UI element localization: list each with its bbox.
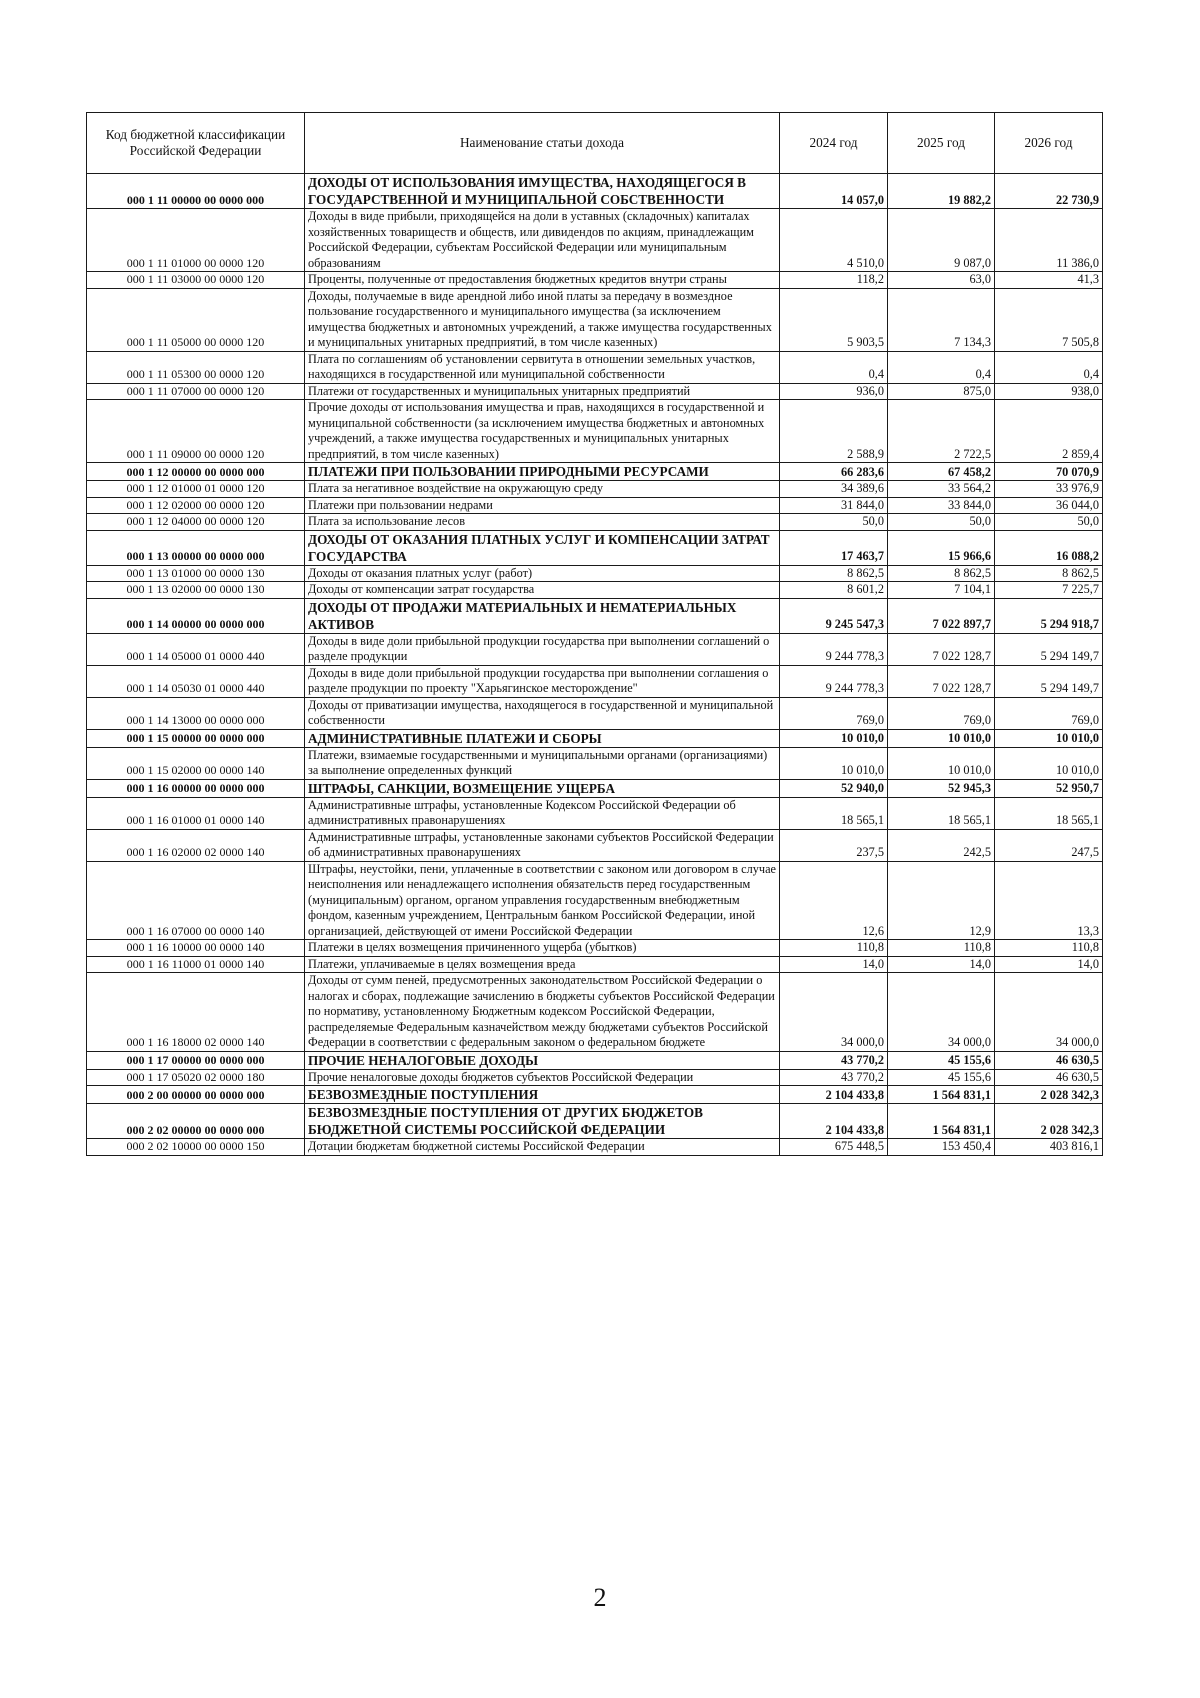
name-cell: Доходы от компенсации затрат государства [305, 582, 780, 599]
value-2026-cell: 0,4 [995, 351, 1103, 383]
value-2024-cell: 2 104 433,8 [780, 1086, 888, 1104]
header-2024: 2024 год [780, 113, 888, 174]
name-cell: Прочие доходы от использования имущества и прав, находящихся в государственной и муниципальной собственности (за исключением имущества бюджетных и автономных учреждений, а также имущества государственных и муниципальных унитарных предприятий, в том числе казенных) [305, 400, 780, 463]
value-2026-cell: 247,5 [995, 829, 1103, 861]
name-cell: ПРОЧИЕ НЕНАЛОГОВЫЕ ДОХОДЫ [305, 1051, 780, 1069]
header-name: Наименование статьи дохода [305, 113, 780, 174]
name-cell: Платежи в целях возмещения причиненного ущерба (убытков) [305, 940, 780, 957]
code-cell: 000 1 11 05300 00 0000 120 [87, 351, 305, 383]
value-2024-cell: 8 601,2 [780, 582, 888, 599]
value-2025-cell: 18 565,1 [888, 797, 995, 829]
value-2024-cell: 9 244 778,3 [780, 633, 888, 665]
value-2026-cell: 8 862,5 [995, 565, 1103, 582]
table-row [87, 973, 1103, 1052]
code-cell: 000 1 11 09000 00 0000 120 [87, 400, 305, 463]
value-2024-cell: 50,0 [780, 514, 888, 531]
code-cell: 000 1 12 04000 00 0000 120 [87, 514, 305, 531]
name-cell: Доходы в виде прибыли, приходящейся на доли в уставных (складочных) капиталах хозяйственных товариществ и обществ, или дивидендов по акциям, принадлежащим Российской Федерации, субъектам Российской Федерации или муниципальным образованиям [305, 209, 780, 272]
code-cell: 000 1 12 00000 00 0000 000 [87, 463, 305, 481]
name-cell: Доходы от оказания платных услуг (работ) [305, 565, 780, 582]
code-cell: 000 1 11 03000 00 0000 120 [87, 272, 305, 289]
value-2024-cell: 66 283,6 [780, 463, 888, 481]
code-cell: 000 1 11 01000 00 0000 120 [87, 209, 305, 272]
value-2025-cell: 9 087,0 [888, 209, 995, 272]
table-row [87, 956, 1103, 973]
value-2025-cell: 769,0 [888, 697, 995, 729]
table-row [87, 565, 1103, 582]
name-cell: Плата за использование лесов [305, 514, 780, 531]
value-2026-cell: 2 028 342,3 [995, 1086, 1103, 1104]
table-row [87, 400, 1103, 463]
table-row [87, 1069, 1103, 1086]
value-2024-cell: 43 770,2 [780, 1051, 888, 1069]
value-2025-cell: 7 022 897,7 [888, 598, 995, 633]
value-2024-cell: 34 389,6 [780, 481, 888, 498]
name-cell: Доходы от сумм пеней, предусмотренных законодательством Российской Федерации о налогах и сборах, подлежащие зачислению в бюджеты субъектов Российской Федерации по нормативу, установленному Бюджетным кодексом Российской Федерации, распределяемые Федеральным казначейством между бюджетами субъектов Российской Федерации в соответствии с федеральным законом о федеральном бюджете [305, 973, 780, 1052]
name-cell: ПЛАТЕЖИ ПРИ ПОЛЬЗОВАНИИ ПРИРОДНЫМИ РЕСУРСАМИ [305, 463, 780, 481]
header-code: Код бюджетной классификации Российской Федерации [87, 113, 305, 174]
code-cell: 000 1 14 05030 01 0000 440 [87, 665, 305, 697]
value-2025-cell: 7 104,1 [888, 582, 995, 599]
value-2026-cell: 2 028 342,3 [995, 1104, 1103, 1139]
value-2025-cell: 8 862,5 [888, 565, 995, 582]
value-2025-cell: 52 945,3 [888, 779, 995, 797]
name-cell: Плата за негативное воздействие на окружающую среду [305, 481, 780, 498]
value-2026-cell: 110,8 [995, 940, 1103, 957]
table-row [87, 829, 1103, 861]
name-cell: Платежи от государственных и муниципальных унитарных предприятий [305, 383, 780, 400]
value-2025-cell: 14,0 [888, 956, 995, 973]
value-2024-cell: 14 057,0 [780, 174, 888, 209]
name-cell: Штрафы, неустойки, пени, уплаченные в соответствии с законом или договором в случае неисполнения или ненадлежащего исполнения обязательств перед государственным (муниципальным) органом, органом управления государственным внебюджетным фондом, казенным учреждением, Центральным банком Российской Федерации, иной организацией, действующей от имени Российской Федерации [305, 861, 780, 940]
name-cell: Плата по соглашениям об установлении сервитута в отношении земельных участков, находящихся в государственной или муниципальной собственности [305, 351, 780, 383]
code-cell: 000 1 13 01000 00 0000 130 [87, 565, 305, 582]
table-row [87, 530, 1103, 565]
header-2025: 2025 год [888, 113, 995, 174]
code-cell: 000 1 16 11000 01 0000 140 [87, 956, 305, 973]
value-2024-cell: 52 940,0 [780, 779, 888, 797]
table-row [87, 174, 1103, 209]
value-2026-cell: 18 565,1 [995, 797, 1103, 829]
value-2024-cell: 936,0 [780, 383, 888, 400]
code-cell: 000 1 12 02000 00 0000 120 [87, 497, 305, 514]
code-cell: 000 1 16 07000 00 0000 140 [87, 861, 305, 940]
code-cell: 000 1 11 05000 00 0000 120 [87, 288, 305, 351]
value-2025-cell: 10 010,0 [888, 747, 995, 779]
value-2025-cell: 12,9 [888, 861, 995, 940]
table-row [87, 481, 1103, 498]
name-cell: Прочие неналоговые доходы бюджетов субъектов Российской Федерации [305, 1069, 780, 1086]
value-2026-cell: 769,0 [995, 697, 1103, 729]
table-row [87, 463, 1103, 481]
name-cell: Дотации бюджетам бюджетной системы Российской Федерации [305, 1139, 780, 1156]
value-2024-cell: 4 510,0 [780, 209, 888, 272]
value-2025-cell: 242,5 [888, 829, 995, 861]
value-2026-cell: 5 294 918,7 [995, 598, 1103, 633]
name-cell: Платежи, взимаемые государственными и муниципальными органами (организациями) за выполнение определенных функций [305, 747, 780, 779]
value-2026-cell: 10 010,0 [995, 729, 1103, 747]
code-cell: 000 1 16 01000 01 0000 140 [87, 797, 305, 829]
value-2024-cell: 110,8 [780, 940, 888, 957]
table-row [87, 861, 1103, 940]
value-2026-cell: 52 950,7 [995, 779, 1103, 797]
code-cell: 000 1 11 07000 00 0000 120 [87, 383, 305, 400]
table-body [87, 174, 1103, 1156]
value-2026-cell: 13,3 [995, 861, 1103, 940]
value-2025-cell: 0,4 [888, 351, 995, 383]
code-cell: 000 1 17 00000 00 0000 000 [87, 1051, 305, 1069]
code-cell: 000 1 15 02000 00 0000 140 [87, 747, 305, 779]
value-2026-cell: 36 044,0 [995, 497, 1103, 514]
name-cell: АДМИНИСТРАТИВНЫЕ ПЛАТЕЖИ И СБОРЫ [305, 729, 780, 747]
value-2026-cell: 34 000,0 [995, 973, 1103, 1052]
revenue-table [86, 112, 1103, 1156]
code-cell: 000 1 13 02000 00 0000 130 [87, 582, 305, 599]
value-2024-cell: 18 565,1 [780, 797, 888, 829]
table-row [87, 272, 1103, 289]
value-2024-cell: 14,0 [780, 956, 888, 973]
name-cell: Доходы в виде доли прибыльной продукции государства при выполнении соглашений о разделе продукции [305, 633, 780, 665]
value-2024-cell: 769,0 [780, 697, 888, 729]
code-cell: 000 1 16 10000 00 0000 140 [87, 940, 305, 957]
table-row [87, 729, 1103, 747]
name-cell: Административные штрафы, установленные Кодексом Российской Федерации об административных правонарушениях [305, 797, 780, 829]
table-row [87, 351, 1103, 383]
table-row [87, 1086, 1103, 1104]
code-cell: 000 1 12 01000 01 0000 120 [87, 481, 305, 498]
value-2026-cell: 22 730,9 [995, 174, 1103, 209]
value-2025-cell: 50,0 [888, 514, 995, 531]
code-cell: 000 1 14 00000 00 0000 000 [87, 598, 305, 633]
code-cell: 000 1 16 18000 02 0000 140 [87, 973, 305, 1052]
value-2026-cell: 50,0 [995, 514, 1103, 531]
value-2026-cell: 10 010,0 [995, 747, 1103, 779]
value-2024-cell: 0,4 [780, 351, 888, 383]
value-2024-cell: 9 245 547,3 [780, 598, 888, 633]
value-2026-cell: 33 976,9 [995, 481, 1103, 498]
name-cell: Проценты, полученные от предоставления бюджетных кредитов внутри страны [305, 272, 780, 289]
code-cell: 000 1 11 00000 00 0000 000 [87, 174, 305, 209]
value-2024-cell: 31 844,0 [780, 497, 888, 514]
value-2025-cell: 875,0 [888, 383, 995, 400]
table-row [87, 1139, 1103, 1156]
value-2025-cell: 2 722,5 [888, 400, 995, 463]
value-2026-cell: 403 816,1 [995, 1139, 1103, 1156]
value-2024-cell: 9 244 778,3 [780, 665, 888, 697]
value-2026-cell: 70 070,9 [995, 463, 1103, 481]
table-row [87, 514, 1103, 531]
table-row [87, 797, 1103, 829]
table-row [87, 383, 1103, 400]
value-2024-cell: 675 448,5 [780, 1139, 888, 1156]
value-2024-cell: 8 862,5 [780, 565, 888, 582]
value-2025-cell: 7 022 128,7 [888, 633, 995, 665]
value-2025-cell: 1 564 831,1 [888, 1086, 995, 1104]
header-2026: 2026 год [995, 113, 1103, 174]
value-2025-cell: 7 022 128,7 [888, 665, 995, 697]
name-cell: БЕЗВОЗМЕЗДНЫЕ ПОСТУПЛЕНИЯ ОТ ДРУГИХ БЮДЖЕТОВ БЮДЖЕТНОЙ СИСТЕМЫ РОССИЙСКОЙ ФЕДЕРАЦИИ [305, 1104, 780, 1139]
value-2026-cell: 7 225,7 [995, 582, 1103, 599]
page-number: 2 [593, 1583, 607, 1612]
name-cell: Платежи, уплачиваемые в целях возмещения вреда [305, 956, 780, 973]
table-row [87, 1104, 1103, 1139]
value-2024-cell: 10 010,0 [780, 747, 888, 779]
value-2026-cell: 5 294 149,7 [995, 633, 1103, 665]
value-2025-cell: 67 458,2 [888, 463, 995, 481]
code-cell: 000 2 02 10000 00 0000 150 [87, 1139, 305, 1156]
name-cell: Административные штрафы, установленные законами субъектов Российской Федерации об административных правонарушениях [305, 829, 780, 861]
value-2025-cell: 110,8 [888, 940, 995, 957]
value-2024-cell: 34 000,0 [780, 973, 888, 1052]
value-2026-cell: 46 630,5 [995, 1051, 1103, 1069]
value-2025-cell: 45 155,6 [888, 1069, 995, 1086]
value-2026-cell: 46 630,5 [995, 1069, 1103, 1086]
code-cell: 000 1 14 13000 00 0000 000 [87, 697, 305, 729]
table-row [87, 940, 1103, 957]
value-2026-cell: 41,3 [995, 272, 1103, 289]
table-header-row [87, 113, 1103, 174]
name-cell: ДОХОДЫ ОТ ПРОДАЖИ МАТЕРИАЛЬНЫХ И НЕМАТЕРИАЛЬНЫХ АКТИВОВ [305, 598, 780, 633]
value-2026-cell: 16 088,2 [995, 530, 1103, 565]
name-cell: Доходы от приватизации имущества, находящегося в государственной и муниципальной собственности [305, 697, 780, 729]
code-cell: 000 1 16 02000 02 0000 140 [87, 829, 305, 861]
value-2024-cell: 2 104 433,8 [780, 1104, 888, 1139]
value-2025-cell: 15 966,6 [888, 530, 995, 565]
value-2025-cell: 34 000,0 [888, 973, 995, 1052]
value-2024-cell: 17 463,7 [780, 530, 888, 565]
table-row [87, 779, 1103, 797]
table-row [87, 598, 1103, 633]
name-cell: БЕЗВОЗМЕЗДНЫЕ ПОСТУПЛЕНИЯ [305, 1086, 780, 1104]
value-2025-cell: 1 564 831,1 [888, 1104, 995, 1139]
value-2025-cell: 19 882,2 [888, 174, 995, 209]
value-2025-cell: 153 450,4 [888, 1139, 995, 1156]
table-row [87, 209, 1103, 272]
value-2025-cell: 7 134,3 [888, 288, 995, 351]
value-2024-cell: 2 588,9 [780, 400, 888, 463]
value-2025-cell: 33 844,0 [888, 497, 995, 514]
table-row [87, 633, 1103, 665]
table-row [87, 665, 1103, 697]
name-cell: Доходы, получаемые в виде арендной либо иной платы за передачу в возмездное пользование государственного и муниципального имущества (за исключением имущества бюджетных и автономных учреждений, а также имущества государственных и муниципальных унитарных предприятий, в том числе казенных) [305, 288, 780, 351]
value-2026-cell: 2 859,4 [995, 400, 1103, 463]
code-cell: 000 1 14 05000 01 0000 440 [87, 633, 305, 665]
value-2024-cell: 118,2 [780, 272, 888, 289]
value-2024-cell: 43 770,2 [780, 1069, 888, 1086]
code-cell: 000 2 02 00000 00 0000 000 [87, 1104, 305, 1139]
code-cell: 000 2 00 00000 00 0000 000 [87, 1086, 305, 1104]
value-2025-cell: 63,0 [888, 272, 995, 289]
name-cell: ДОХОДЫ ОТ ОКАЗАНИЯ ПЛАТНЫХ УСЛУГ И КОМПЕНСАЦИИ ЗАТРАТ ГОСУДАРСТВА [305, 530, 780, 565]
name-cell: ШТРАФЫ, САНКЦИИ, ВОЗМЕЩЕНИЕ УЩЕРБА [305, 779, 780, 797]
value-2024-cell: 10 010,0 [780, 729, 888, 747]
value-2024-cell: 237,5 [780, 829, 888, 861]
value-2026-cell: 11 386,0 [995, 209, 1103, 272]
code-cell: 000 1 16 00000 00 0000 000 [87, 779, 305, 797]
table-row [87, 497, 1103, 514]
value-2026-cell: 5 294 149,7 [995, 665, 1103, 697]
value-2026-cell: 938,0 [995, 383, 1103, 400]
table-row [87, 697, 1103, 729]
table-row [87, 747, 1103, 779]
code-cell: 000 1 15 00000 00 0000 000 [87, 729, 305, 747]
value-2025-cell: 33 564,2 [888, 481, 995, 498]
code-cell: 000 1 13 00000 00 0000 000 [87, 530, 305, 565]
table-row [87, 1051, 1103, 1069]
table-row [87, 582, 1103, 599]
value-2024-cell: 5 903,5 [780, 288, 888, 351]
value-2024-cell: 12,6 [780, 861, 888, 940]
value-2026-cell: 7 505,8 [995, 288, 1103, 351]
code-cell: 000 1 17 05020 02 0000 180 [87, 1069, 305, 1086]
table-row [87, 288, 1103, 351]
name-cell: Доходы в виде доли прибыльной продукции государства при выполнении соглашения о разделе продукции по проекту "Харьягинское месторождение" [305, 665, 780, 697]
value-2025-cell: 45 155,6 [888, 1051, 995, 1069]
value-2026-cell: 14,0 [995, 956, 1103, 973]
value-2025-cell: 10 010,0 [888, 729, 995, 747]
name-cell: ДОХОДЫ ОТ ИСПОЛЬЗОВАНИЯ ИМУЩЕСТВА, НАХОДЯЩЕГОСЯ В ГОСУДАРСТВЕННОЙ И МУНИЦИПАЛЬНОЙ СОБСТВЕННОСТИ [305, 174, 780, 209]
name-cell: Платежи при пользовании недрами [305, 497, 780, 514]
